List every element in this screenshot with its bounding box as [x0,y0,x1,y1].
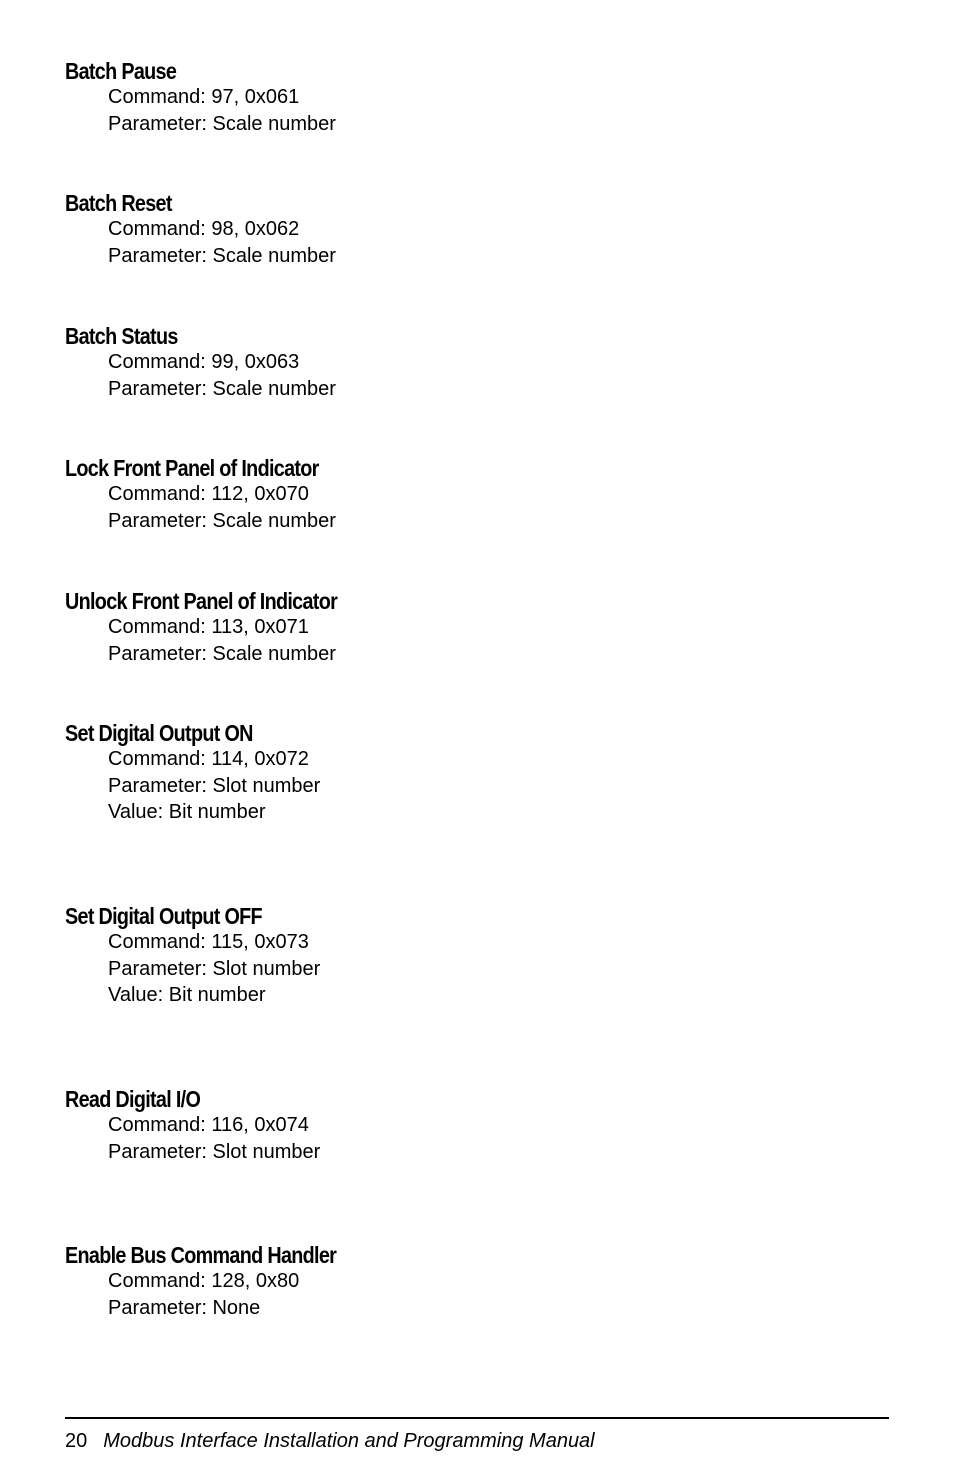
command-title: Enable Bus Command Handler [65,1242,337,1268]
command-title: Lock Front Panel of Indicator [65,455,319,481]
command-entry-set-digital-output-off [65,903,320,1009]
command-code: Command: 113, 0x071 [108,616,309,638]
command-parameter: Parameter: Slot number [108,957,321,980]
command-code: Command: 115, 0x073 [108,931,309,953]
command-entry-unlock-front-panel [65,588,381,667]
page-number: 20 [65,1430,88,1452]
command-parameter: Parameter: Scale number [108,642,336,665]
command-entry-batch-status [65,323,336,402]
command-title: Set Digital Output ON [65,720,253,746]
command-entry-read-digital-io [65,1086,320,1165]
command-value: Value: Bit number [108,801,266,823]
command-title: Read Digital I/O [65,1086,201,1112]
command-title: Set Digital Output OFF [65,903,262,929]
command-parameter: Parameter: Scale number [108,377,336,400]
footer-divider [65,1417,889,1419]
command-entry-enable-bus-command-handler [65,1242,380,1321]
command-parameter: Parameter: Scale number [108,509,336,532]
command-parameter: Parameter: Scale number [108,244,336,267]
command-value: Value: Bit number [108,984,266,1006]
command-entry-batch-pause [65,58,336,137]
command-code: Command: 116, 0x074 [108,1114,309,1136]
command-parameter: Parameter: Scale number [108,112,336,135]
command-title: Batch Pause [65,58,177,84]
command-code: Command: 114, 0x072 [108,748,309,770]
command-entry-lock-front-panel [65,455,360,534]
command-title: Unlock Front Panel of Indicator [65,588,338,614]
command-code: Command: 98, 0x062 [108,218,300,240]
command-code: Command: 99, 0x063 [108,351,300,373]
command-entry-set-digital-output-on [65,720,320,826]
command-code: Command: 112, 0x070 [108,483,309,505]
command-entry-batch-reset [65,190,336,269]
command-code: Command: 97, 0x061 [108,86,300,108]
command-parameter: Parameter: Slot number [108,1140,321,1163]
command-title: Batch Status [65,323,178,349]
command-title: Batch Reset [65,190,172,216]
page-footer [65,1428,595,1454]
document-title: Modbus Interface Installation and Programming Manual [103,1430,595,1452]
command-parameter: Parameter: Slot number [108,774,321,797]
command-parameter: Parameter: None [108,1296,261,1319]
command-code: Command: 128, 0x80 [108,1270,300,1292]
